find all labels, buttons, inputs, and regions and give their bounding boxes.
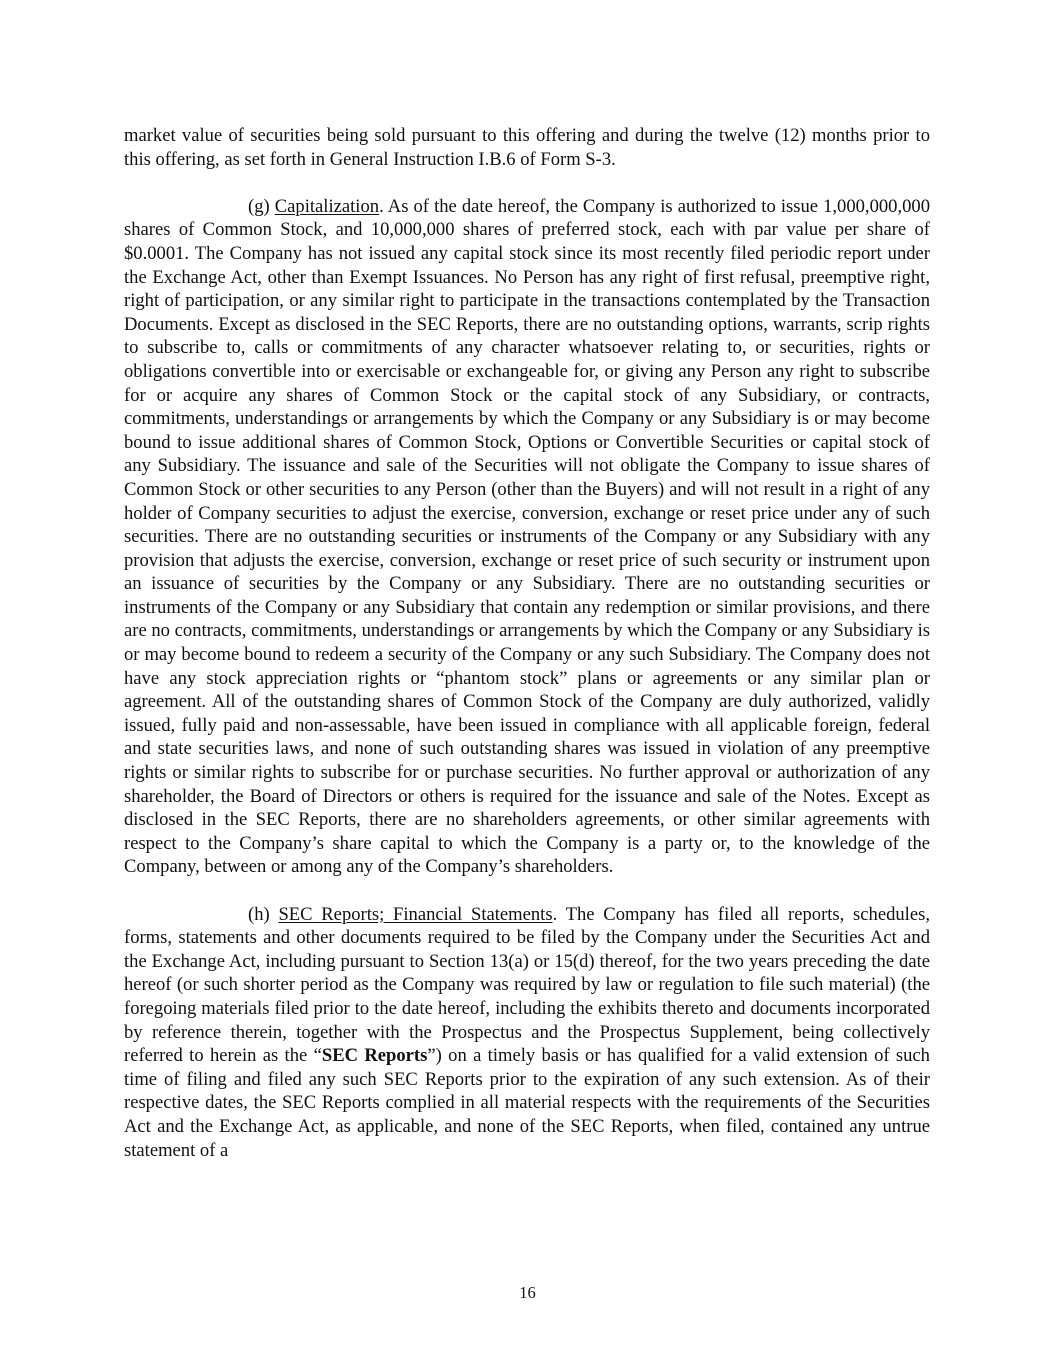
continuation-paragraph <box>124 124 930 171</box>
page-number: 16 <box>519 1283 536 1302</box>
section-g-label: (g) <box>248 195 270 217</box>
section-h-heading: SEC Reports; Financial Statements <box>278 903 553 925</box>
section-g-heading: Capitalization <box>274 195 380 217</box>
section-g-paragraph <box>124 195 930 879</box>
section-h-body-after: ”) on a timely basis or has qualified for a valid extension of such time of filing and filed any such SEC Reports prior to the expiration of any such extension. As of their respective dates, the SEC Reports complied in all material respects with the requirements of the Securities Act and the Exchange Act, as applicable, and none of the SEC Reports, when filed, contained any untrue statement of a <box>124 1045 930 1161</box>
section-g-body: . As of the date hereof, the Company is authorized to issue 1,000,000,000 shares of Common Stock, and 10,000,000 shares of preferred stock, each with par value per share of $0.0001. The Company has not issued any capital stock since its most recently filed periodic report under the Exchange Act, other than Exempt Issuances. No Person has any right of first refusal, preemptive right, right of participation, or any similar right to participate in the transactions contemplated by the Transaction Documents. Except as disclosed in the SEC Reports, there are no outstanding options, warrants, scrip rights to subscribe to, calls or commitments of any character whatsoever relating to, or securities, rights or obligations convertible into or exercisable or exchangeable for, or giving any Person any right to subscribe for or acquire any shares of Common Stock or the capital stock of any Subsidiary, or contracts, commitments, understandings or arrangements by which the Company or any Subsidiary is or may become bound to issue additional shares of Common Stock, Options or Convertible Securities or capital stock of any Subsidiary. The issuance and sale of the Securities will not obligate the Company to issue shares of Common Stock or other securities to any Person (other than the Buyers) and will not result in a right of any holder of Company securities to adjust the exercise, conversion, exchange or reset price under any of such securities. There are no outstanding securities or instruments of the Company or any Subsidiary with any provision that adjusts the exercise, conversion, exchange or reset price of such security or instrument upon an issuance of securities by the Company or any Subsidiary. There are no outstanding securities or instruments of the Company or any Subsidiary that contain any redemption or similar provisions, and there are no contracts, commitments, understandings or arrangements by which the Company or any Subsidiary is or may become bound to redeem a security of the Company or any such Subsidiary. The Company does not have any stock appreciation rights or “phantom stock” plans or agreements or any similar plan or agreement. All of the outstanding shares of Common Stock of the Company are duly authorized, validly issued, fully paid and non-assessable, have been issued in compliance with all applicable foreign, federal and state securities laws, and none of such outstanding shares was issued in violation of any preemptive rights or similar rights to subscribe for or purchase securities. No further approval or authorization of any shareholder, the Board of Directors or others is required for the issuance and sale of the Notes. Except as disclosed in the SEC Reports, there are no shareholders agreements, or other similar agreements with respect to the Company’s share capital to which the Company is a party or, to the knowledge of the Company, between or among any of the Company’s shareholders. <box>124 195 930 878</box>
continuation-text: market value of securities being sold pursuant to this offering and during the twelve (12) months prior to this offering, as set forth in General Instruction I.B.6 of Form S-3. <box>124 125 930 170</box>
section-h-defined-term: SEC Reports <box>321 1045 428 1067</box>
section-h-label: (h) <box>248 903 270 925</box>
section-h-paragraph <box>124 903 930 1163</box>
document-body <box>124 124 930 1186</box>
section-h-body-before: . The Company has filed all reports, schedules, forms, statements and other documents required to be filed by the Company under the Securities Act and the Exchange Act, including pursuant to Section 13(a) or 15(d) thereof, for the two years preceding the date hereof (or such shorter period as the Company was required by law or regulation to file such material) (the foregoing materials filed prior to the date hereof, including the exhibits thereto and documents incorporated by reference therein, together with the Prospectus and the Prospectus Supplement, being collectively referred to herein as the “ <box>124 903 930 1067</box>
